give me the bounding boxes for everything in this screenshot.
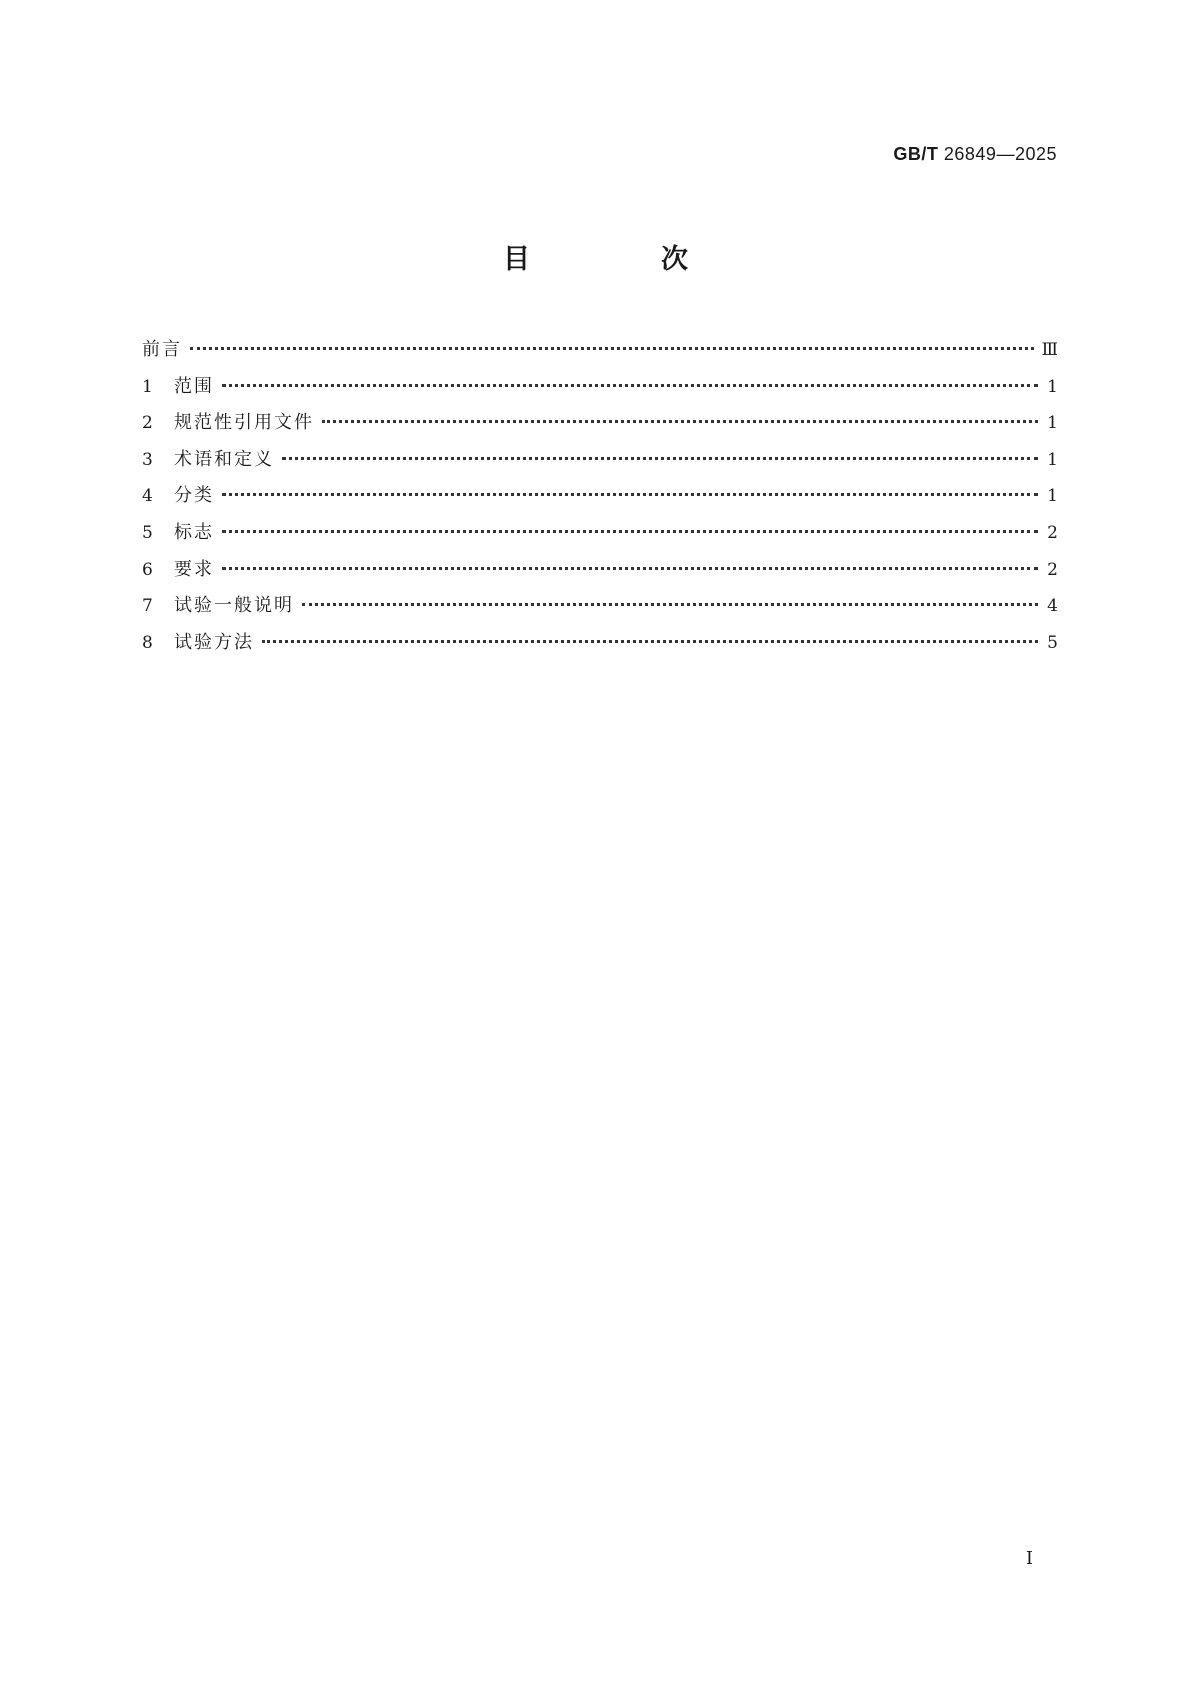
toc-entry-page: 4 [1047,596,1058,617]
toc-entry-label: 术语和定义 [174,448,274,470]
toc-leader-dots [322,420,1038,423]
toc-leader-dots [222,530,1038,533]
toc-entry-number: 1 [142,376,153,397]
toc-entry-label: 前言 [142,339,182,360]
toc-entry-number: 4 [142,486,153,507]
toc-entry-number: 6 [142,559,153,580]
toc-entry-page: 1 [1047,449,1058,470]
toc-entry-2[interactable] [142,411,1058,448]
toc-entry-label: 规范性引用文件 [174,412,314,434]
toc-leader-dots [282,457,1038,460]
toc-entry-1[interactable] [142,375,1058,412]
standard-code-prefix: GB/T [893,144,939,164]
toc-leader-dots [222,493,1038,496]
toc-entry-number: 3 [142,449,153,470]
page-title: 目 次 [503,244,740,275]
toc-entry-number: 5 [142,522,153,543]
standard-code [893,142,1057,166]
toc-entry-page: Ⅲ [1041,340,1058,360]
toc-entry-8[interactable] [142,631,1058,668]
toc-leader-dots [222,384,1038,387]
toc-entry-5[interactable] [142,521,1058,558]
standard-code-number: 26849—2025 [943,144,1057,164]
toc-entry-label: 范围 [174,375,214,397]
toc-entry-label: 试验方法 [174,631,254,653]
toc-entry-label: 试验一般说明 [174,595,294,617]
toc-entry-page: 1 [1047,486,1058,507]
toc-entry-number: 2 [142,413,153,434]
toc-leader-dots [190,347,1034,350]
toc-entry-label: 标志 [174,521,214,543]
toc-leader-dots [302,603,1038,606]
toc-entry-page: 1 [1047,413,1058,434]
toc-entry-7[interactable] [142,594,1058,631]
toc-entry-page: 5 [1047,632,1058,653]
toc-entry-3[interactable] [142,448,1058,485]
toc-entry-6[interactable] [142,558,1058,595]
toc-entry-page: 2 [1047,559,1058,580]
toc-entry-page: 1 [1047,376,1058,397]
toc-entry-label: 分类 [174,485,214,507]
toc-entry-label: 要求 [174,558,214,580]
toc-leader-dots [222,567,1038,570]
toc-entry-foreword[interactable] [142,338,1058,375]
toc-leader-dots [262,640,1038,643]
page-number: Ⅰ [1025,1548,1033,1569]
toc-entry-4[interactable] [142,484,1058,521]
toc-entry-number: 7 [142,596,153,617]
toc-entry-page: 2 [1047,522,1058,543]
toc-entry-number: 8 [142,632,153,653]
table-of-contents [142,338,1058,667]
